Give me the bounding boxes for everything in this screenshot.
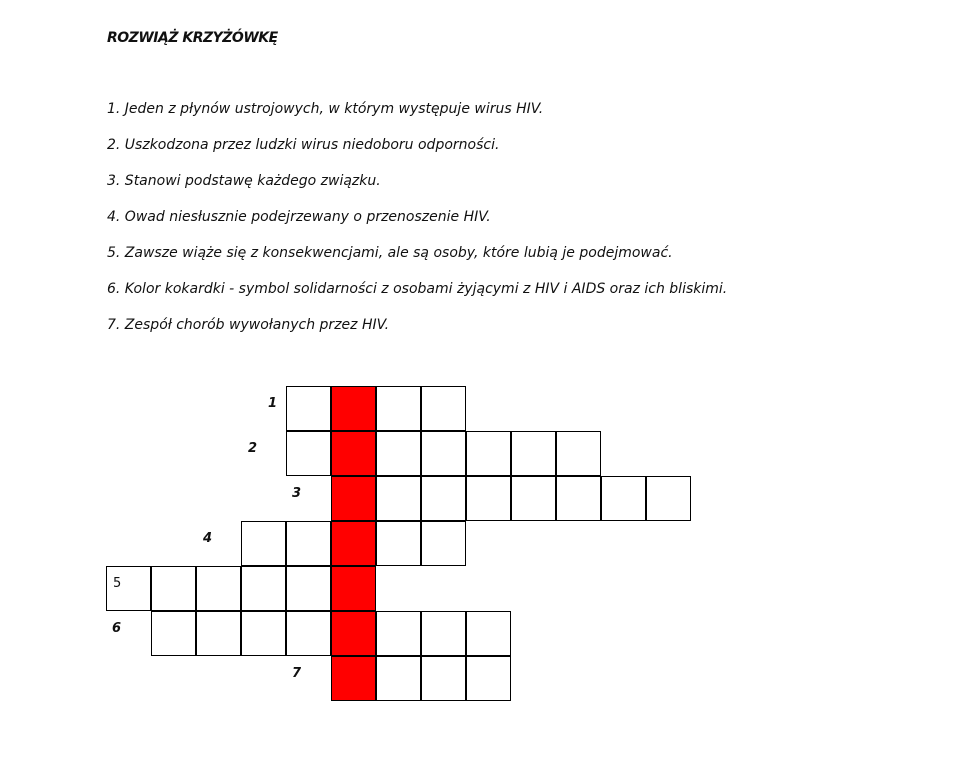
crossword-row-number-7: 7 — [292, 666, 302, 681]
clue-1: 1. Jeden z płynów ustrojowych, w którym występuje wirus HIV. — [107, 101, 544, 117]
crossword-cell[interactable] — [151, 611, 196, 656]
crossword-cell[interactable] — [286, 566, 331, 611]
crossword-cell[interactable] — [421, 386, 466, 431]
crossword-key-cell[interactable] — [331, 656, 376, 701]
crossword-cell[interactable] — [601, 476, 646, 521]
crossword-cell[interactable] — [556, 431, 601, 476]
crossword-cell[interactable] — [421, 656, 466, 701]
crossword-row-number-3: 3 — [292, 486, 302, 501]
crossword-cell[interactable] — [466, 611, 511, 656]
crossword-cell[interactable] — [421, 521, 466, 566]
crossword-cell[interactable] — [241, 566, 286, 611]
crossword-key-cell[interactable] — [331, 431, 376, 476]
crossword-row-number-1: 1 — [268, 396, 278, 411]
crossword-cell[interactable] — [646, 476, 691, 521]
crossword-cell[interactable] — [151, 566, 196, 611]
crossword-cell[interactable] — [376, 431, 421, 476]
crossword-cell[interactable] — [196, 566, 241, 611]
crossword-cell[interactable] — [241, 611, 286, 656]
crossword-key-cell[interactable] — [331, 386, 376, 431]
crossword-cell[interactable] — [376, 611, 421, 656]
crossword-cell[interactable] — [376, 521, 421, 566]
crossword-key-cell[interactable] — [331, 566, 376, 611]
page-title: ROZWIĄŻ KRZYŻÓWKĘ — [107, 30, 278, 46]
clue-4: 4. Owad niesłusznie podejrzewany o przenoszenie HIV. — [107, 209, 491, 225]
crossword-cell[interactable] — [286, 431, 331, 476]
crossword-cell[interactable] — [466, 476, 511, 521]
crossword-row-number-2: 2 — [248, 441, 258, 456]
clue-7: 7. Zespół chorób wywołanych przez HIV. — [107, 317, 390, 333]
crossword-cell[interactable] — [511, 431, 556, 476]
crossword-cell[interactable] — [196, 611, 241, 656]
crossword-cell[interactable] — [556, 476, 601, 521]
crossword-key-cell[interactable] — [331, 521, 376, 566]
crossword-cell[interactable] — [376, 656, 421, 701]
crossword-key-cell[interactable] — [331, 611, 376, 656]
crossword-cell[interactable] — [286, 521, 331, 566]
crossword-cell[interactable] — [421, 611, 466, 656]
crossword-cell[interactable] — [466, 431, 511, 476]
crossword-row-number-5: 5 — [113, 576, 122, 591]
crossword-cell[interactable] — [421, 476, 466, 521]
crossword-cell[interactable] — [511, 476, 556, 521]
crossword-cell[interactable] — [421, 431, 466, 476]
clue-2: 2. Uszkodzona przez ludzki wirus niedoboru odporności. — [107, 137, 500, 153]
crossword-cell[interactable] — [466, 656, 511, 701]
crossword-cell[interactable] — [376, 386, 421, 431]
clue-6: 6. Kolor kokardki - symbol solidarności z osobami żyjącymi z HIV i AIDS oraz ich bliskimi. — [107, 281, 728, 297]
clue-5: 5. Zawsze wiąże się z konsekwencjami, ale są osoby, które lubią je podejmować. — [107, 245, 673, 261]
clue-3: 3. Stanowi podstawę każdego związku. — [107, 173, 381, 189]
crossword-cell[interactable] — [241, 521, 286, 566]
crossword-row-number-6: 6 — [112, 621, 122, 636]
crossword-key-cell[interactable] — [331, 476, 376, 521]
crossword-cell[interactable] — [286, 386, 331, 431]
crossword-cell[interactable] — [286, 611, 331, 656]
crossword-row-number-4: 4 — [203, 531, 213, 546]
crossword-cell[interactable] — [376, 476, 421, 521]
